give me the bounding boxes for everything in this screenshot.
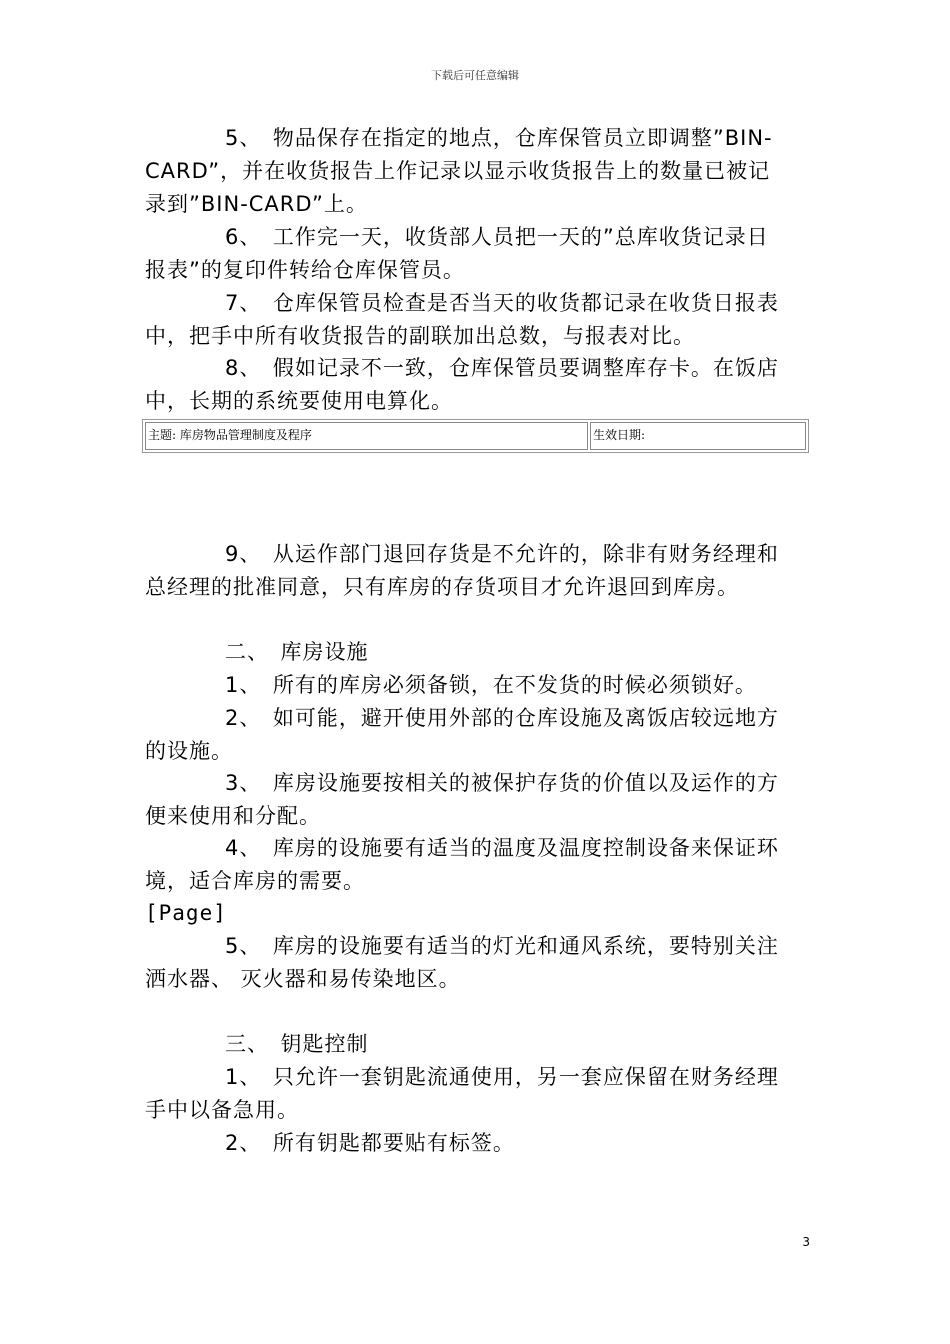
paragraph-line: 7、 仓库保管员检查是否当天的收货都记录在收货日报表 (225, 291, 779, 315)
paragraph-line: 3、 库房设施要按相关的被保护存货的价值以及运作的方 (225, 771, 779, 795)
effective-date-cell: 生效日期: (590, 422, 806, 450)
paragraph-line: 2、 如可能，避开使用外部的仓库设施及离饭店较远地方 (225, 706, 779, 730)
paragraph-6 (145, 221, 810, 287)
section-heading: 三、 钥匙控制 (225, 1032, 369, 1056)
paragraph-line: 5、 库房的设施要有适当的灯光和通风系统，要特别关注 (225, 934, 779, 958)
subject-cell: 主题: 库房物品管理制度及程序 (145, 422, 588, 450)
paragraph-line: 便来使用和分配。 (145, 804, 321, 828)
paragraph-line: 境，适合库房的需要。 (145, 869, 365, 893)
paragraph-line: 4、 库房的设施要有适当的温度及温度控制设备来保证环 (225, 836, 779, 860)
page-marker-text: [Page] (145, 901, 227, 925)
paragraph-8 (145, 352, 810, 418)
paragraph-line: 5、 物品保存在指定的地点，仓库保管员立即调整”BIN- (225, 126, 773, 150)
paragraph-line: 中，把手中所有收货报告的副联加出总数，与报表对比。 (145, 324, 695, 348)
paragraph-line: 的设施。 (145, 739, 233, 763)
header-note: 下载后可任意编辑 (431, 69, 519, 82)
paragraph-line: 9、 从运作部门退回存货是不允许的，除非有财务经理和 (225, 542, 779, 566)
facilities-item-4 (145, 832, 810, 898)
document-info-table (142, 419, 809, 453)
keys-item-1 (145, 1061, 810, 1127)
paragraph-line: 8、 假如记录不一致，仓库保管员要调整库存卡。在饭店 (225, 356, 779, 380)
facilities-item-2 (145, 702, 810, 768)
paragraph-line: 中，长期的系统要使用电算化。 (145, 389, 453, 413)
paragraph-5 (145, 122, 810, 221)
facilities-item-1 (145, 669, 810, 702)
paragraph-line: 录到”BIN-CARD”上。 (145, 192, 368, 216)
page-marker (145, 897, 810, 930)
paragraph-9 (145, 538, 810, 604)
paragraph-7 (145, 287, 810, 353)
section-heading-facilities (145, 636, 810, 669)
paragraph-line: 1、 只允许一套钥匙流通使用，另一套应保留在财务经理 (225, 1065, 779, 1089)
paragraph-line: 报表”的复印件转给仓库保管员。 (145, 258, 465, 282)
paragraph-line: 1、 所有的库房必须备锁，在不发货的时候必须锁好。 (225, 673, 757, 697)
paragraph-line: 6、 工作完一天，收货部人员把一天的”总库收货记录日 (225, 225, 769, 249)
keys-item-2 (145, 1127, 810, 1160)
paragraph-line: 总经理的批准同意，只有库房的存货项目才允许退回到库房。 (145, 575, 739, 599)
paragraph-line: 手中以备急用。 (145, 1098, 299, 1122)
section-heading-keys (145, 1028, 810, 1061)
paragraph-line: CARD”，并在收货报告上作记录以显示收货报告上的数量已被记 (145, 159, 771, 183)
facilities-item-5 (145, 930, 810, 996)
facilities-item-3 (145, 767, 810, 833)
section-heading: 二、 库房设施 (225, 640, 369, 664)
paragraph-line: 2、 所有钥匙都要贴有标签。 (225, 1131, 515, 1155)
page-number: 3 (802, 1235, 810, 1249)
paragraph-line: 洒水器、 灭火器和易传染地区。 (145, 967, 461, 991)
